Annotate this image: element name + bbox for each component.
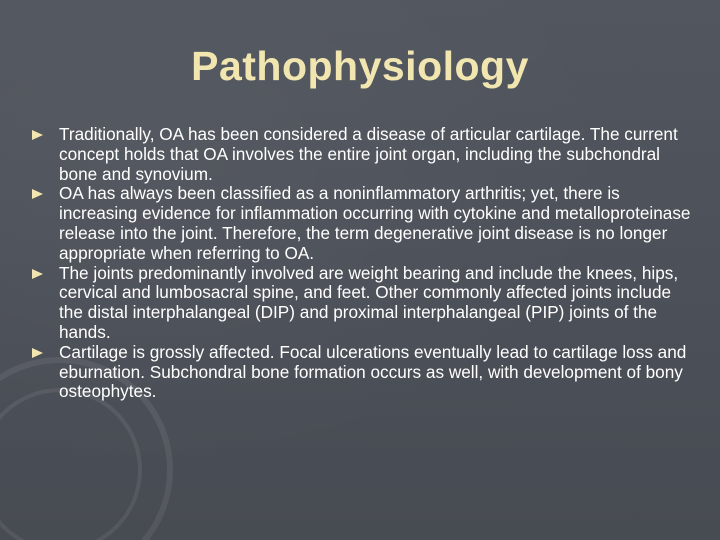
bullet-text: OA has always been classified as a noninflammatory arthritis; yet, there is increasing evidence for inflammation occurring with cytokine and metalloproteinase release into the joint. Therefore, the term degenerative joint disease is no longer appropriate when referring to OA.	[59, 183, 691, 263]
bullet-item	[32, 184, 692, 263]
bullet-list	[32, 125, 692, 402]
bullet-item	[32, 125, 692, 184]
triangle-bullet-icon	[32, 189, 43, 199]
bullet-text: Cartilage is grossly affected. Focal ulcerations eventually lead to cartilage loss and eburnation. Subchondral bone formation occurs as well, with development of bony osteophytes.	[59, 341, 687, 402]
bullet-text: Traditionally, OA has been considered a disease of articular cartilage. The current concept holds that OA involves the entire joint organ, including the subchondral bone and synovium.	[59, 124, 678, 184]
bullet-item	[32, 264, 692, 343]
bullet-item	[32, 343, 692, 402]
slide-title: Pathophysiology	[191, 43, 529, 89]
bullet-text: The joints predominantly involved are weight bearing and include the knees, hips, cervical and lumbosacral spine, and feet. Other commonly affected joints include the distal interphalangeal (DIP) and proximal interphalangeal (PIP) joints of the hands.	[59, 262, 679, 342]
triangle-bullet-icon	[32, 269, 43, 279]
triangle-bullet-icon	[32, 348, 43, 358]
triangle-bullet-icon	[32, 130, 43, 140]
